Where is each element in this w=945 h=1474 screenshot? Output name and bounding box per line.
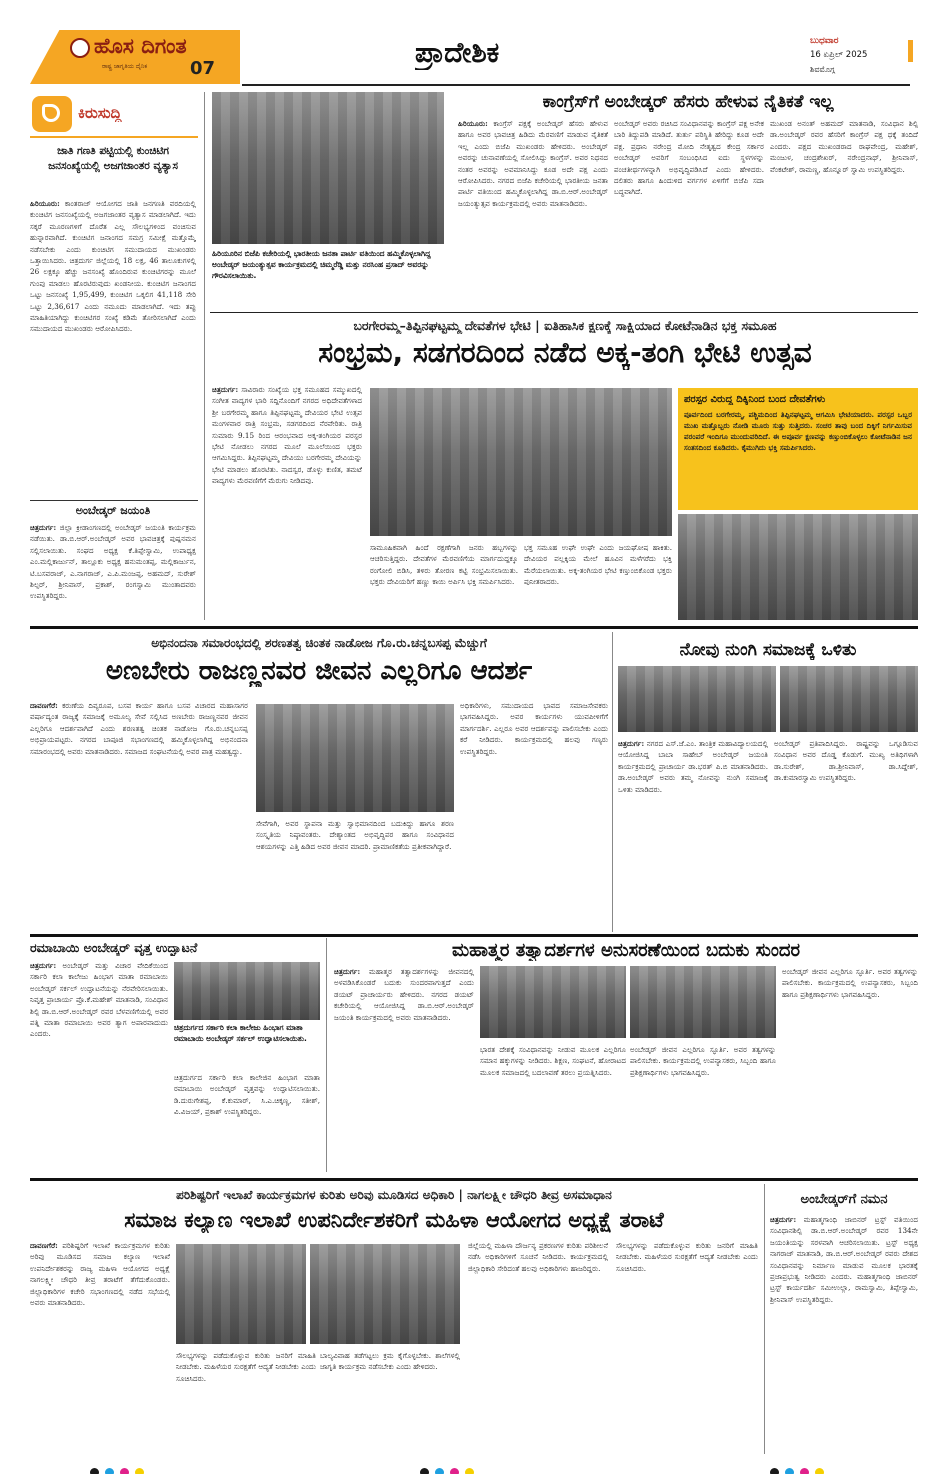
print-registration-dots-left xyxy=(90,1462,150,1474)
festival-col1-text: ಸಾವಿರಾರು ಸಂಖ್ಯೆಯ ಭಕ್ತ ಸಮೂಹದ ಸಮ್ಮುಖದಲ್ಲಿ ಸಂಗೀತ ವಾದ್ಯಗಳ ಭಾರಿ ಸದ್ದಿನೊಂದಿಗೆ ನಗರದ ಅಧಿದೇವತೆಗಳಾದ ಶ್ರೀ ಬರಗೇರಮ್ಮ ಹಾಗೂ ತಿಪ್ಪಿನಘಟ್ಟಮ್ಮ ದೇವಿಯರ ಭೇಟಿ ಉತ್ಸವ ಮಂಗಳವಾರ ರಾತ್ರಿ ಸಂಭ್ರಮ, ಸಡಗರದಿಂದ ನೆರವೇರಿತು. ರಾತ್ರಿ ಸುಮಾರು 9.15 ರಿಂದ ಆರಂಭವಾದ ಅಕ್ಕ-ತಂಗಿಯರ ಪರಸ್ಪರ ಭೇಟಿ ನೋಡಲು ನಗರದ ಮೂಲೆ ಮೂಲೆಯಿಂದ ಭಕ್ತರು ಆಗಮಿಸಿದ್ದರು. ತಿಪ್ಪಿನಘಟ್ಟಮ್ಮ ದೇವಿಯು ಬರಗೇರಮ್ಮ ದೇವಿಯನ್ನು ಭೇಟಿ ಮಾಡಲು ಹೊರಟಿತು. ನಾದಸ್ವರ, ಡೊಳ್ಳು ಕುಣಿತ, ತಮಟೆ ವಾದ್ಯಗಳು ಮೆರವಣಿಗೆಗೆ ಮೆರುಗು ನೀಡಿದವು. xyxy=(212,385,362,486)
hand-icon xyxy=(42,104,60,122)
column-divider-4 xyxy=(764,1184,765,1454)
namana-dateline: ಚಿತ್ರದುರ್ಗ: xyxy=(770,1215,797,1224)
mahila-col5: ಸೌಲಭ್ಯಗಳನ್ನು ಪಡೆದುಕೊಳ್ಳುವ ಕುರಿತು ಜನರಿಗೆ ಮಾಹಿತಿ ನೀಡಬೇಕು. ಮಹಿಳೆಯರ ಸುರಕ್ಷತೆಗೆ ಆದ್ಯತೆ ನೀಡಬೇಕು ಎಂದು ಸೂಚಿಸಿದರು. xyxy=(616,1241,758,1273)
logo-lamp-icon xyxy=(70,38,90,58)
ramabai-text: ಅಂಬೇಡ್ಕರ್ ಮತ್ತು ವಿಚಾರ ವೇದಿಕೆಯಿಂದ ಸರ್ಕಾರಿ ಕಲಾ ಕಾಲೇಜು ಹಿಂಭಾಗ ಮಾತಾ ರಮಾಬಾಯಿ ಅಂಬೇಡ್ಕರ್ ಸರ್ಕಲ್ ಉದ್ಘಾಟನೆಯನ್ನು ನೆರವೇರಿಸಲಾಯಿತು. ನಿವೃತ್ತ ಪ್ರಾಚಾರ್ಯ ಪ್ರೊ.ಕೆ.ಮಹೇಶ್ ಮಾತನಾಡಿ, ಸಂವಿಧಾನ ಶಿಲ್ಪಿ ಡಾ.ಬಿ.ಆರ್.ಅಂಬೇಡ್ಕರ್ ರವರ ಬೆಳವಣಿಗೆಯಲ್ಲಿ ಅವರ ಪತ್ನಿ ಮಾತಾ ರಮಾಬಾಯಿ ಅವರ ತ್ಯಾಗ ಅಪಾರವಾದುದು ಎಂದರು. xyxy=(30,961,168,1039)
dot-black xyxy=(90,1468,99,1474)
story1-headline: ಜಾತಿ ಗಣತಿ ಪಟ್ಟಿಯಲ್ಲಿ ಕುಂಚಿಟಿಗ ಜನಸಂಖ್ಯೆಯಲ್ಲಿ ಅಜಗಜಾಂತರ ವ್ಯತ್ಯಾಸ xyxy=(48,145,178,172)
dot-cyan xyxy=(105,1468,114,1474)
column-divider xyxy=(204,92,205,620)
anabheru-kicker: ಅಭಿನಂದನಾ ಸಮಾರಂಭದಲ್ಲಿ ಶರಣತತ್ವ ಚಿಂತಕ ನಾಡೋಜ ಗೊ.ರು.ಚನ್ನಬಸಪ್ಪ ಮೆಚ್ಚುಗೆ xyxy=(151,636,487,650)
dot-yellow xyxy=(815,1468,824,1474)
mahatmara-col3: ಅಂಬೇಡ್ಕರ್ ಜೀವನ ಎಲ್ಲರಿಗೂ ಸ್ಫೂರ್ತಿ. ಅವರ ತತ್ವಗಳನ್ನು ಪಾಲಿಸಬೇಕು. ಕಾರ್ಯಕ್ರಮದಲ್ಲಿ ಉಪನ್ಯಾಸಕರು, ಸಿಬ್ಬಂದಿ ಹಾಗೂ ಪ್ರಶಿಕ್ಷಣಾರ್ಥಿಗಳು ಭಾಗವಹಿಸಿದ್ದರು. xyxy=(630,1045,776,1077)
kirusuddi-divider xyxy=(30,136,198,138)
mahatmara-photo-1 xyxy=(480,966,626,1038)
dot-magenta xyxy=(800,1468,809,1474)
story2-body xyxy=(30,522,196,618)
mahatmara-col1 xyxy=(334,966,474,1172)
ramabai-photo-caption: ಚಿತ್ರದುರ್ಗದ ಸರ್ಕಾರಿ ಕಲಾ ಕಾಲೇಜು ಹಿಂಭಾಗ ಮಾತಾ ರಮಾಬಾಯಿ ಅಂಬೇಡ್ಕರ್ ಸರ್ಕಲ್ ಉದ್ಘಾಟಿಸಲಾಯಿತು. xyxy=(174,1023,307,1043)
congress-dateline: ಹಿರಿಯೂರು: xyxy=(458,119,488,128)
mahatmara-col2: ಭಾರತ ದೇಶಕ್ಕೆ ಸಂವಿಧಾನವನ್ನು ನೀಡುವ ಮೂಲಕ ಎಲ್ಲರಿಗೂ ಸಮಾನ ಹಕ್ಕುಗಳನ್ನು ನೀಡಿದರು. ಶಿಕ್ಷಣ, ಸಂಘಟನೆ, ಹೋರಾಟದ ಮೂಲಕ ಸಮಾಜದಲ್ಲಿ ಬದಲಾವಣೆ ತರಲು ಪ್ರಯತ್ನಿಸಿದರು. xyxy=(480,1045,626,1077)
mahatmara-col1-text: ಮಹಾತ್ಮರ ತತ್ವಾದರ್ಶಗಳನ್ನು ಜೀವನದಲ್ಲಿ ಅಳವಡಿಸಿಕೊಂಡರೆ ಬದುಕು ಸುಂದರವಾಗುತ್ತದೆ ಎಂದು ಡಯಟ್ ಪ್ರಾಚಾರ್ಯರು ಹೇಳಿದರು. ನಗರದ ಡಯಟ್ ಕಚೇರಿಯಲ್ಲಿ ಆಯೋಜಿಸಿದ್ದ ಡಾ.ಬಿ.ಆರ್.ಅಂಬೇಡ್ಕರ್ ಜಯಂತಿ ಕಾರ್ಯಕ್ರಮದಲ್ಲಿ ಅವರು ಮಾತನಾಡಿದರು. xyxy=(334,967,474,1022)
anabheru-col2: ಸೇವೆಗಾಗಿ, ಅವರ ಸ್ಥಾಪನಾ ಮತ್ತು ಸ್ವಾಭಿಮಾನದಿಂದ ಬದುಕಿದ್ದು ಹಾಗೂ ಶರಣ ಸಂಸ್ಕೃತಿಯ ನಿಷ್ಠಾವಂತರು. ದೇಶ್ಯಾಂತದ ಅಭಿವೃದ್ಧಿಪರ ಹಾಗೂ ಸಂವಿಧಾನದ ಆಶಯಗಳನ್ನು ಎತ್ತಿ ಹಿಡಿದ ಅವರ ಜೀವನ ಮಾದರಿ. ಪ್ರಾಮಾಣಿಕತೆಯ ಪ್ರತೀಕವಾಗಿದ್ದಾರೆ. xyxy=(256,819,454,851)
mahila-col1-text: ಪರಿಶಿಷ್ಟರಿಗೆ ಇಲಾಖೆ ಕಾರ್ಯಕ್ರಮಗಳ ಕುರಿತು ಅರಿವು ಮೂಡಿಸದ ಸಮಾಜ ಕಲ್ಯಾಣ ಇಲಾಖೆ ಉಪನಿರ್ದೇಶಕರನ್ನು ರಾಜ್ಯ ಮಹಿಳಾ ಆಯೋಗದ ಅಧ್ಯಕ್ಷೆ ನಾಗಲಕ್ಷ್ಮೀ ಚೌಧರಿ ತೀವ್ರ ತರಾಟೆಗೆ ತೆಗೆದುಕೊಂಡರು. ಜಿಲ್ಲಾಧಿಕಾರಿಗಳ ಕಚೇರಿ ಸಭಾಂಗಣದಲ್ಲಿ ನಡೆದ ಸಭೆಯಲ್ಲಿ ಅವರು ಮಾತನಾಡಿದರು. xyxy=(30,1241,170,1308)
section-rule-3 xyxy=(30,1178,918,1181)
namana-headline: ಅಂಬೇಡ್ಕರ್‌ಗೆ ನಮನ xyxy=(800,1192,888,1207)
date-day: ಬುಧವಾರ xyxy=(810,36,839,46)
dot-magenta xyxy=(120,1468,129,1474)
novu-photo-2 xyxy=(780,666,918,732)
mahila-col2: ಸೌಲಭ್ಯಗಳನ್ನು ಪಡೆದುಕೊಳ್ಳುವ ಕುರಿತು ಜನರಿಗೆ ಮಾಹಿತಿ ನೀಡಬೇಕು. ಮಹಿಳೆಯರ ಸುರಕ್ಷತೆಗೆ ಆದ್ಯತೆ ನೀಡಬೇಕು ಎಂದು ಸೂಚಿಸಿದರು. xyxy=(176,1351,316,1383)
festival-col1 xyxy=(212,384,362,620)
dot-cyan xyxy=(785,1468,794,1474)
festival-box-text: ಪೂರ್ವದಿಂದ ಬರಗೇರಮ್ಮ, ಪಶ್ಚಿಮದಿಂದ ತಿಪ್ಪಿನಘಟ್ಟಮ್ಮ ಆಗಮಿಸಿ ಭೇಟಿಯಾದರು. ಪರಸ್ಪರ ಒಬ್ಬರ ಮುಖ ಮತ್ತೊಬ್ಬರು ನೋಡಿ ಮೂರು ಸುತ್ತು ಸುತ್ತಿದರು. ಸಂಚರ ತಾವು ಬಂದ ದಿಕ್ಕಿಗೆ ನಿರ್ಗಮಿಸುವ ಪರಂಪರೆ ಇಂದಿಗೂ ಮುಂದುವರಿದಿದೆ. ಈ ಅಪೂರ್ವ ಕ್ಷಣವನ್ನು ಕಣ್ತುಂಬಿಕೊಳ್ಳಲು ಕೋಟೆನಾಡಿನ ಜನ ಸಂತಸದಿಂದ ಕೂಡಿದರು. ಕೈಮುಗಿದು ಭಕ್ತಿ ಸಮರ್ಪಿಸಿದರು. xyxy=(684,410,912,452)
section-rule-2 xyxy=(30,934,918,937)
mahatmara-dateline: ಚಿತ್ರದುರ್ಗ: xyxy=(334,967,361,976)
story2-dateline: ಚಿತ್ರದುರ್ಗ: xyxy=(30,523,57,532)
novu-col2: ಅಂಬೇಡ್ಕರ್ ಪ್ರತಿಪಾದಿಸಿದ್ದರು. ರಾಷ್ಟ್ರವನ್ನು ಒಗ್ಗೂಡಿಸುವ ಸಂವಿಧಾನ ಅವರ ದೊಡ್ಡ ಕೊಡುಗೆ. ಮುಖ್ಯ ಅತಿಥಿಗಳಾಗಿ ಡಾ.ಸುರೇಶ್, ಡಾ.ಶ್ರೀನಿವಾಸ್, ಡಾ.ಸಿದ್ದೇಶ್, ಡಾ.ಕುಮಾರಸ್ವಾಮಿ ಉಪಸ್ಥಿತರಿದ್ದರು. xyxy=(774,739,918,783)
mahatmara-col4: ಅಂಬೇಡ್ಕರ್ ಜೀವನ ಎಲ್ಲರಿಗೂ ಸ್ಫೂರ್ತಿ. ಅವರ ತತ್ವಗಳನ್ನು ಪಾಲಿಸಬೇಕು. ಕಾರ್ಯಕ್ರಮದಲ್ಲಿ ಉಪನ್ಯಾಸಕರು, ಸಿಬ್ಬಂದಿ ಹಾಗೂ ಪ್ರಶಿಕ್ಷಣಾರ್ಥಿಗಳು ಭಾಗವಹಿಸಿದ್ದರು. xyxy=(782,967,918,999)
dot-yellow xyxy=(465,1468,474,1474)
namana-text: ಮಹಾತ್ಮಗಾಂಧಿ ಜಾಬಿನರ್ ಟ್ರಸ್ಟ್ ವತಿಯಿಂದ ಸಂವಿಧಾನಶಿಲ್ಪಿ ಡಾ.ಬಿ.ಆರ್.ಅಂಬೇಡ್ಕರ್ ರವರ 134ನೇ ಜಯಂತಿಯನ್ನು ಸರಳವಾಗಿ ಆಚರಿಸಲಾಯಿತು. ಟ್ರಸ್ಟ್ ಅಧ್ಯಕ್ಷ ನಾಗರಾಜ್ ಮಾತನಾಡಿ, ಡಾ.ಬಿ.ಆರ್.ಅಂಬೇಡ್ಕರ್ ರವರು ದೇಶದ ಸಂವಿಧಾನವನ್ನು ನಿರ್ಮಾಣ ಮಾಡುವ ಮೂಲಕ ಭಾರತಕ್ಕೆ ಪ್ರಜಾಪ್ರಭುತ್ವ ನೀಡಿದರು ಎಂದರು. ಮಹಾತ್ಮಗಾಂಧಿ ಜಾಬಿನರ್ ಟ್ರಸ್ಟ್ ಕಾರ್ಯದರ್ಶಿ ಸಮೀಉಲ್ಲಾ, ರಾಮಸ್ವಾಮಿ, ತಿಪ್ಪೇಸ್ವಾಮಿ, ಶ್ರೀನಿವಾಸ್ ಉಪಸ್ಥಿತರಿದ್ದರು. xyxy=(770,1215,918,1304)
dot-black xyxy=(420,1468,429,1474)
logo-text: ಹೊಸ ದಿಗಂತ xyxy=(94,34,187,58)
kirusuddi-badge xyxy=(32,96,72,132)
anabheru-col1 xyxy=(30,700,248,930)
festival-top-rule xyxy=(210,312,918,313)
kirusuddi-panel xyxy=(30,92,198,620)
mahila-col3: ಬಾಲ್ಯವಿವಾಹ ತಡೆಗಟ್ಟಲು ಕ್ರಮ ಕೈಗೊಳ್ಳಬೇಕು. ಶಾಲೆಗಳಲ್ಲಿ ಜಾಗೃತಿ ಕಾರ್ಯಕ್ರಮ ನಡೆಸಬೇಕು ಎಂದು ಹೇಳಿದರು. xyxy=(320,1351,460,1372)
column-divider-2 xyxy=(612,632,613,932)
story1-dateline: ಹಿರಿಯೂರು: xyxy=(30,199,60,208)
festival-photo-side xyxy=(678,514,918,620)
story2-headline: ಅಂಬೇಡ್ಕರ್ ಜಯಂತಿ xyxy=(75,504,151,517)
mahila-kicker: ಪರಿಶಿಷ್ಟರಿಗೆ ಇಲಾಖೆ ಕಾರ್ಯಕ್ರಮಗಳ ಕುರಿತು ಅರಿವು ಮೂಡಿಸದ ಅಧಿಕಾರಿ | ನಾಗಲಕ್ಷ್ಮೀ ಚೌಧರಿ ತೀವ್ರ ಅಸಮಾಧಾನ xyxy=(176,1188,612,1202)
dot-cyan xyxy=(435,1468,444,1474)
page-number: 07 xyxy=(190,58,216,79)
logo-tagline: ರಾಷ್ಟ್ರ ಜಾಗೃತಿಯ ದೈನಿಕ xyxy=(102,63,148,70)
bjp-event-photo xyxy=(212,92,444,244)
anabheru-col1-text: ಕರುಣೆಯ ದಿವ್ಯರೂಪ, ಬಸವ ಕಾರ್ಯ ಹಾಗೂ ಬಸವ ವಿಚಾರದ ಮಹಾಸಾಗರ ವರ್ಷಾದ್ಯಂತ ರಾಜ್ಯಕ್ಕೆ ಸಮಾಜಕ್ಕೆ ಅಮೂಲ್ಯ ಸೇವೆ ಸಲ್ಲಿಸಿದ ಅಣಬೇರು ರಾಜಣ್ಣನವರ ಜೀವನ ಎಲ್ಲರಿಗೂ ಆದರ್ಶವಾಗಿದೆ ಎಂದು ಶರಣತತ್ವ ಚಿಂತಕ ನಾಡೋಜ ಗೊ.ರು.ಚನ್ನಬಸಪ್ಪ ಅಭಿಪ್ರಾಯಪಟ್ಟರು. ನಗರದ ಬಾಪೂಜಿ ಸಭಾಂಗಣದಲ್ಲಿ ಹಮ್ಮಿಕೊಳ್ಳಲಾಗಿದ್ದ ಅಭಿನಂದನಾ ಸಮಾರಂಭದಲ್ಲಿ ಅವರು ಮಾತನಾಡಿದರು. ಸಮಾಜದ ಸಂಘಟನೆಯಲ್ಲಿ ಅವರ ಪಾತ್ರ ಮಹತ್ವದ್ದು. xyxy=(30,701,248,756)
mahila-headline: ಸಮಾಜ ಕಲ್ಯಾಣ ಇಲಾಖೆ ಉಪನಿರ್ದೇಶಕರಿಗೆ ಮಹಿಳಾ ಆಯೋಗದ ಅಧ್ಯಕ್ಷೆ ತರಾಟೆ xyxy=(124,1208,664,1232)
festival-box-title: ಪರಸ್ಪರ ವಿರುದ್ಧ ದಿಕ್ಕಿನಿಂದ ಬಂದ ದೇವತೆಗಳು xyxy=(684,394,826,405)
mahila-col4: ಜಿಲ್ಲೆಯಲ್ಲಿ ಮಹಿಳಾ ದೌರ್ಜನ್ಯ ಪ್ರಕರಣಗಳ ಕುರಿತು ಪರಿಶೀಲನೆ ನಡೆಸಿ ಅಧಿಕಾರಿಗಳಿಗೆ ಸೂಚನೆ ನೀಡಿದರು. ಕಾರ್ಯಕ್ರಮದಲ್ಲಿ ಜಿಲ್ಲಾಧಿಕಾರಿ ಸೇರಿದಂತೆ ಹಲವು ಅಧಿಕಾರಿಗಳು ಹಾಜರಿದ್ದರು. xyxy=(468,1241,608,1273)
mahila-col1 xyxy=(30,1240,170,1452)
anabheru-photo xyxy=(256,704,454,812)
dot-magenta xyxy=(450,1468,459,1474)
bjp-photo-caption: ಹಿರಿಯೂರಿನ ಬಿಜೆಪಿ ಕಚೇರಿಯಲ್ಲಿ ಭಾರತೀಯ ಜನತಾ ಪಾರ್ಟಿ ವತಿಯಿಂದ ಹಮ್ಮಿಕೊಳ್ಳಲಾಗಿದ್ದ ಅಂಬೇಡ್ಕರ್ ಜಯಂತ್ಯುತ್ಸವ ಕಾರ್ಯಕ್ರಮದಲ್ಲಿ ಚಿಮ್ಮರೆಡ್ಡಿ ಮತ್ತು ನರಸಿಂಹ ಪ್ರಸಾದ್ ಅವರನ್ನು ಗೌರವಿಸಲಾಯಿತು. xyxy=(212,249,431,280)
story2-text: ಜಿಲ್ಲಾ ಕ್ರೀಡಾಂಗಣದಲ್ಲಿ ಅಂಬೇಡ್ಕರ್ ಜಯಂತಿ ಕಾರ್ಯಕ್ರಮ ನಡೆಯಿತು. ಡಾ.ಬಿ.ಆರ್.ಅಂಬೇಡ್ಕರ್ ಅವರ ಭಾವಚಿತ್ರಕ್ಕೆ ಪುಷ್ಪನಮನ ಸಲ್ಲಿಸಲಾಯಿತು. ಸಂಘದ ಅಧ್ಯಕ್ಷ ಕೆ.ತಿಪ್ಪೇಸ್ವಾಮಿ, ಉಪಾಧ್ಯಕ್ಷ ಎಂ.ಮಲ್ಲಿಕಾರ್ಜುನ್, ತಾಲ್ಲೂಕು ಅಧ್ಯಕ್ಷ ಹನುಮಂತಪ್ಪ, ಮಲ್ಲಿಕಾರ್ಜುನ, ಟಿ.ಬಸವರಾಜ್, ಎ.ನಾಗರಾಜ್, ಎ.ಪಿ.ಮಂಜಪ್ಪ, ಅಹಮದ್, ಸುರೇಶ್ ಶಿಲ್ಪರ್, ಶ್ರೀನಿವಾಸ್, ಪ್ರಕಾಶ್, ರಂಗಸ್ವಾಮಿ ಮುಂತಾದವರು ಉಪಸ್ಥಿತರಿದ್ದರು. xyxy=(30,523,196,601)
festival-dateline: ಚಿತ್ರದುರ್ಗ: xyxy=(212,385,239,394)
novu-headline: ನೋವು ನುಂಗಿ ಸಮಾಜಕ್ಕೆ ಒಳಿತು xyxy=(679,640,857,660)
mahatmara-headline: ಮಹಾತ್ಮರ ತತ್ವಾದರ್ಶಗಳ ಅನುಸರಣೆಯಿಂದ ಬದುಕು ಸುಂದರ xyxy=(452,940,800,961)
story1-text: ಕಾಂತರಾಜ್ ಆಯೋಗದ ಜಾತಿ ಜನಗಣತಿ ವರದಿಯಲ್ಲಿ ಕುಂಚಿಟಿಗ ಜನಸಂಖ್ಯೆಯಲ್ಲಿ ಅಜಗಜಾಂತರ ವ್ಯತ್ಯಾಸ ಮಾಡಲಾಗಿದೆ. ಇದು ಸಕ್ಕರೆ ಮೂರಣಗಳಿಗೆ ದೊರೆತ ಎಲ್ಲ ಸೌಲಭ್ಯಗಳಿಂದ ವಂಚಿಸುವ ಹುನ್ನಾರವಾಗಿದೆ. ಕುಂಚಿಟಿಗ ಜನಾಂಗದ ಸಮಗ್ರ ಸಮೀಕ್ಷೆ ಮತ್ತೊಮ್ಮೆ ನಡೆಸಬೇಕು ಎಂದು ಕುಂಚಿಟಿಗ ಸಮುದಾಯದ ಮುಖಂಡರು ಒತ್ತಾಯಿಸಿದರು. ಚಿತ್ರದುರ್ಗ ಜಿಲ್ಲೆಯಲ್ಲಿ 18 ಲಕ್ಷ, 46 ತಾಲೂಕುಗಳಲ್ಲಿ 26 ಲಕ್ಷಕ್ಕೂ ಹೆಚ್ಚು ಜನಸಂಖ್ಯೆ ಹೊಂದಿರುವ ಕುಂಚಿಟಿಗರನ್ನು ಮೂಲೆ ಗುಂಪು ಮಾಡಲು ಹೊರಟಿರುವುದು ಖಂಡನೀಯ. ಕುಂಚಿಟಿಗ ಜನಾಂಗದ ಒಟ್ಟು ಜನಸಂಖ್ಯೆ 1,95,499, ಕುಂಚಿಟಿಗ ಒಕ್ಕಲಿಗ 41,118 ಸೇರಿ ಒಟ್ಟು 2,36,617 ಎಂದು ನಮೂದು ಮಾಡಲಾಗಿದೆ. ಇದು ತಪ್ಪು ಮಾಹಿತಿಯಾಗಿದ್ದು ಕುಂಚಿಟಿಗರ ಸಂಖ್ಯೆ ಕಡಿಮೆ ತೋರಿಸಲಾಗಿದೆ ಎಂದು ಸಮುದಾಯದ ಮುಖಂಡರು ಆರೋಪಿಸಿದರು. xyxy=(30,199,196,334)
ramabai-col2: ಚಿತ್ರದುರ್ಗದ ಸರ್ಕಾರಿ ಕಲಾ ಕಾಲೇಜಿನ ಹಿಂಭಾಗ ಮಾತಾ ರಮಾಬಾಯಿ ಅಂಬೇಡ್ಕರ್ ವೃತ್ತವನ್ನು ಉದ್ಘಾಟಿಸಲಾಯಿತು. ಡಿ.ದುರುಗೇಶಪ್ಪ, ಕೆ.ಕುಮಾರ್, ಸಿ.ಎ.ಚಿಕ್ಕಣ್ಣ, ಸತೀಶ್, ವಿ.ವಿಜಯ್, ಪ್ರಕಾಶ್ ಉಪಸ್ಥಿತರಿದ್ದರು. xyxy=(174,1073,320,1117)
novu-col1 xyxy=(618,738,768,930)
mahila-photo-2 xyxy=(310,1244,460,1344)
print-registration-dots-right xyxy=(770,1462,830,1474)
congress-headline: ಕಾಂಗ್ರೆಸ್‌ಗೆ ಅಂಬೇಡ್ಕರ್ ಹೆಸರು ಹೇಳುವ ನೈತಿಕತೆ ಇಲ್ಲ xyxy=(542,92,834,112)
date: 16 ಏಪ್ರಿಲ್ 2025 xyxy=(810,50,868,60)
mahila-dateline: ದಾವಣಗೆರೆ: xyxy=(30,1241,58,1250)
congress-col2: ಅಂಬೇಡ್ಕರ್ ಅವರು ರಚಿಸಿದ ಸಂವಿಧಾನವನ್ನು ಕಾಂಗ್ರೆಸ್ ಪಕ್ಷ ಅನೇಕ ಬಾರಿ ತಿದ್ದುಪಡಿ ಮಾಡಿದೆ. ತುರ್ತು ಪರಿಸ್ಥಿತಿ ಹೇರಿದ್ದು ಕೂಡ ಅದೇ ಪಕ್ಷ. ಪ್ರಧಾನಿ ನರೇಂದ್ರ ಮೋದಿ ನೇತೃತ್ವದ ಕೇಂದ್ರ ಸರ್ಕಾರ ಅಂಬೇಡ್ಕರ್ ಅವರಿಗೆ ಸಂಬಂಧಿಸಿದ ಐದು ಸ್ಥಳಗಳನ್ನು ಪಂಚತೀರ್ಥಗಳನ್ನಾಗಿ ಅಭಿವೃದ್ಧಿಪಡಿಸಿದೆ ಎಂದು ಹೇಳಿದರು. ದಲಿತರು ಹಾಗೂ ಹಿಂದುಳಿದ ವರ್ಗಗಳ ಏಳಿಗೆಗೆ ಬಿಜೆಪಿ ಸದಾ ಬದ್ಧವಾಗಿದೆ. xyxy=(614,119,764,197)
mahatmara-photo-2 xyxy=(630,966,776,1038)
festival-highlight-box xyxy=(678,388,918,510)
anabheru-headline: ಅಣಬೇರು ರಾಜಣ್ಣನವರ ಜೀವನ ಎಲ್ಲರಿಗೂ ಆದರ್ಶ xyxy=(105,656,533,686)
dot-yellow xyxy=(135,1468,144,1474)
story2-rule xyxy=(30,500,198,501)
festival-headline: ಸಂಭ್ರಮ, ಸಡಗರದಿಂದ ನಡೆದ ಅಕ್ಕ-ತಂಗಿ ಭೇಟಿ ಉತ್ಸವ xyxy=(318,336,812,369)
section-rule-1 xyxy=(30,626,918,629)
congress-col3: ಮುಖಂಡ ಅನಂತ್ ಅಹಮದ್ ಮಾತನಾಡಿ, ಸಂವಿಧಾನ ಶಿಲ್ಪಿ ಡಾ.ಅಂಬೇಡ್ಕರ್ ರವರ ಹೆಸರಿಗೆ ಕಾಂಗ್ರೆಸ್ ಪಕ್ಷ ಧಕ್ಕೆ ತಂದಿದೆ ಎಂದರು. ಪಕ್ಷದ ಮುಖಂಡರಾದ ರಾಘವೇಂದ್ರ, ಮಹೇಶ್, ಮಂಜುಳ, ಚಂದ್ರಶೇಖರ್, ನರೇಂದ್ರನಾಥ್, ಶ್ರೀನಿವಾಸ್, ವೆಂಕಟೇಶ್, ರಾಮಣ್ಣ, ಹೊನ್ನೂರ್ ಸ್ವಾಮಿ ಉಪಸ್ಥಿತರಿದ್ದರು. xyxy=(770,119,918,174)
anabheru-dateline: ದಾವಣಗೆರೆ: xyxy=(30,701,58,710)
section-title: ಪ್ರಾದೇಶಿಕ xyxy=(415,36,500,69)
print-registration-dots-center xyxy=(420,1462,480,1474)
column-divider-3 xyxy=(326,938,327,1172)
masthead xyxy=(30,30,920,86)
festival-photo-main xyxy=(370,388,672,536)
ramabai-dateline: ಚಿತ್ರದುರ್ಗ: xyxy=(30,961,57,970)
masthead-orange-tab xyxy=(908,40,913,62)
anabheru-col3: ಅಧಿಕಾರಿಗಳು, ಸಮುದಾಯದ ಭಾವದ ಸಮಾಜಸೇವಕರು ಭಾಗವಹಿಸಿದ್ದರು. ಅವರ ಕಾರ್ಯಗಳು ಯುವಪೀಳಿಗೆಗೆ ಮಾರ್ಗದರ್ಶಿ. ಎಲ್ಲರೂ ಅವರ ಆದರ್ಶವನ್ನು ಪಾಲಿಸಬೇಕು ಎಂದು ಕರೆ ನೀಡಿದರು. ಕಾರ್ಯಕ್ರಮದಲ್ಲಿ ಹಲವು ಗಣ್ಯರು ಉಪಸ್ಥಿತರಿದ್ದರು. xyxy=(460,701,608,756)
ramabai-headline: ರಮಾಬಾಯಿ ಅಂಬೇಡ್ಕರ್ ವೃತ್ತ ಉದ್ಘಾಟನೆ xyxy=(30,940,198,955)
novu-dateline: ಚಿತ್ರದುರ್ಗ: xyxy=(618,739,645,748)
novu-photo-1 xyxy=(618,666,776,732)
ramabai-photo xyxy=(174,962,320,1020)
festival-col3: ಭಕ್ತ ಸಮೂಹ ಉಘೇ ಉಘೇ ಎಂದು ಜಯಘೋಷ ಹಾಕಿತು. ದೇವಿಯರ ಪಲ್ಲಕ್ಕಿಯ ಮೇಲೆ ಹೂವಿನ ಮಳೆಗರೆದು ಭಕ್ತಿ ಮೆರೆಯಲಾಯಿತು. ಅಕ್ಕ-ತಂಗಿಯರ ಭೇಟಿ ಕಣ್ತುಂಬಿಕೊಂಡ ಭಕ್ತರು ಪುನೀತರಾದರು. xyxy=(524,543,672,587)
congress-col1-text: ಕಾಂಗ್ರೆಸ್ ಪಕ್ಷಕ್ಕೆ ಅಂಬೇಡ್ಕರ್ ಹೆಸರು ಹೇಳುವ ಹಾಗೂ ಅವರ ಭಾವಚಿತ್ರ ಹಿಡಿದು ಮೆರವಣಿಗೆ ಮಾಡುವ ನೈತಿಕತೆ ಇಲ್ಲ ಎಂದು ಬಿಜೆಪಿ ಮುಖಂಡರು ಹೇಳಿದರು. ಅಂಬೇಡ್ಕರ್ ಅವರನ್ನು ಚುನಾವಣೆಯಲ್ಲಿ ಸೋಲಿಸಿದ್ದು ಕಾಂಗ್ರೆಸ್. ಅವರ ನಿಧನದ ನಂತರ ಅವರನ್ನು ಅವಮಾನಿಸಿದ್ದು ಕೂಡ ಅದೇ ಪಕ್ಷ ಎಂದು ಆರೋಪಿಸಿದರು. ನಗರದ ಬಿಜೆಪಿ ಕಚೇರಿಯಲ್ಲಿ ಭಾರತೀಯ ಜನತಾ ಪಾರ್ಟಿ ವತಿಯಿಂದ ಹಮ್ಮಿಕೊಳ್ಳಲಾಗಿದ್ದ ಡಾ.ಬಿ.ಆರ್.ಅಂಬೇಡ್ಕರ್ ಜಯಂತ್ಯುತ್ಸವ ಕಾರ್ಯಕ್ರಮದಲ್ಲಿ ಅವರು ಮಾತನಾಡಿದರು. xyxy=(458,119,608,208)
namana-body xyxy=(770,1214,918,1452)
festival-col2: ಸಾಮೂಹಿಕವಾಗಿ ಹಿಂದೆ ರಕ್ಷಣೆಗಾಗಿ ಜನರು ಹಬ್ಬಗಳನ್ನು ಆಚರಿಸುತ್ತಿದ್ದರು. ದೇವತೆಗಳ ಮೆರವಣಿಗೆಯ ಮಾರ್ಗದುದ್ದಕ್ಕೂ ರಂಗೋಲಿ ಬಿಡಿಸಿ, ತಳಿರು ತೋರಣ ಕಟ್ಟಿ ಸಂಭ್ರಮಿಸಲಾಯಿತು. ಭಕ್ತರು ದೇವಿಯರಿಗೆ ಹಣ್ಣು ಕಾಯಿ ಅರ್ಪಿಸಿ ಭಕ್ತಿ ಸಮರ್ಪಿಸಿದರು. xyxy=(370,543,518,587)
novu-col1-text: ನಗರದ ಎಸ್.ಜೆ.ಎಂ. ತಾಂತ್ರಿಕ ಮಹಾವಿದ್ಯಾಲಯದಲ್ಲಿ ಆಯೋಜಿಸಿದ್ದ ಬಾಬಾ ಸಾಹೇಬ್ ಅಂಬೇಡ್ಕರ್ ಜಯಂತಿ ಕಾರ್ಯಕ್ರಮದಲ್ಲಿ ಪ್ರಾಚಾರ್ಯ ಡಾ.ಭರತ್ ಪಿ.ಬಿ ಮಾತನಾಡಿದರು. ಡಾ.ಅಂಬೇಡ್ಕರ್ ಅವರು ತಮ್ಮ ನೋವನ್ನು ನುಂಗಿ ಸಮಾಜಕ್ಕೆ ಒಳಿತು ಮಾಡಿದರು. xyxy=(618,739,768,794)
festival-kicker: ಬರಗೇರಮ್ಮ–ತಿಪ್ಪಿನಘಟ್ಟಮ್ಮ ದೇವತೆಗಳ ಭೇಟಿ | ಐತಿಹಾಸಿಕ ಕ್ಷಣಕ್ಕೆ ಸಾಕ್ಷಿಯಾದ ಕೋಟೆನಾಡಿನ ಭಕ್ತ ಸಮೂಹ xyxy=(353,318,777,333)
kirusuddi-label: ಕಿರುಸುದ್ದಿ xyxy=(78,104,122,122)
dot-black xyxy=(770,1468,779,1474)
mahila-photo-1 xyxy=(176,1244,306,1344)
ramabai-col1 xyxy=(30,960,168,1172)
city: ಶಿವಮೊಗ್ಗ xyxy=(810,65,835,74)
story1-body xyxy=(30,198,196,498)
congress-col1 xyxy=(458,118,608,308)
